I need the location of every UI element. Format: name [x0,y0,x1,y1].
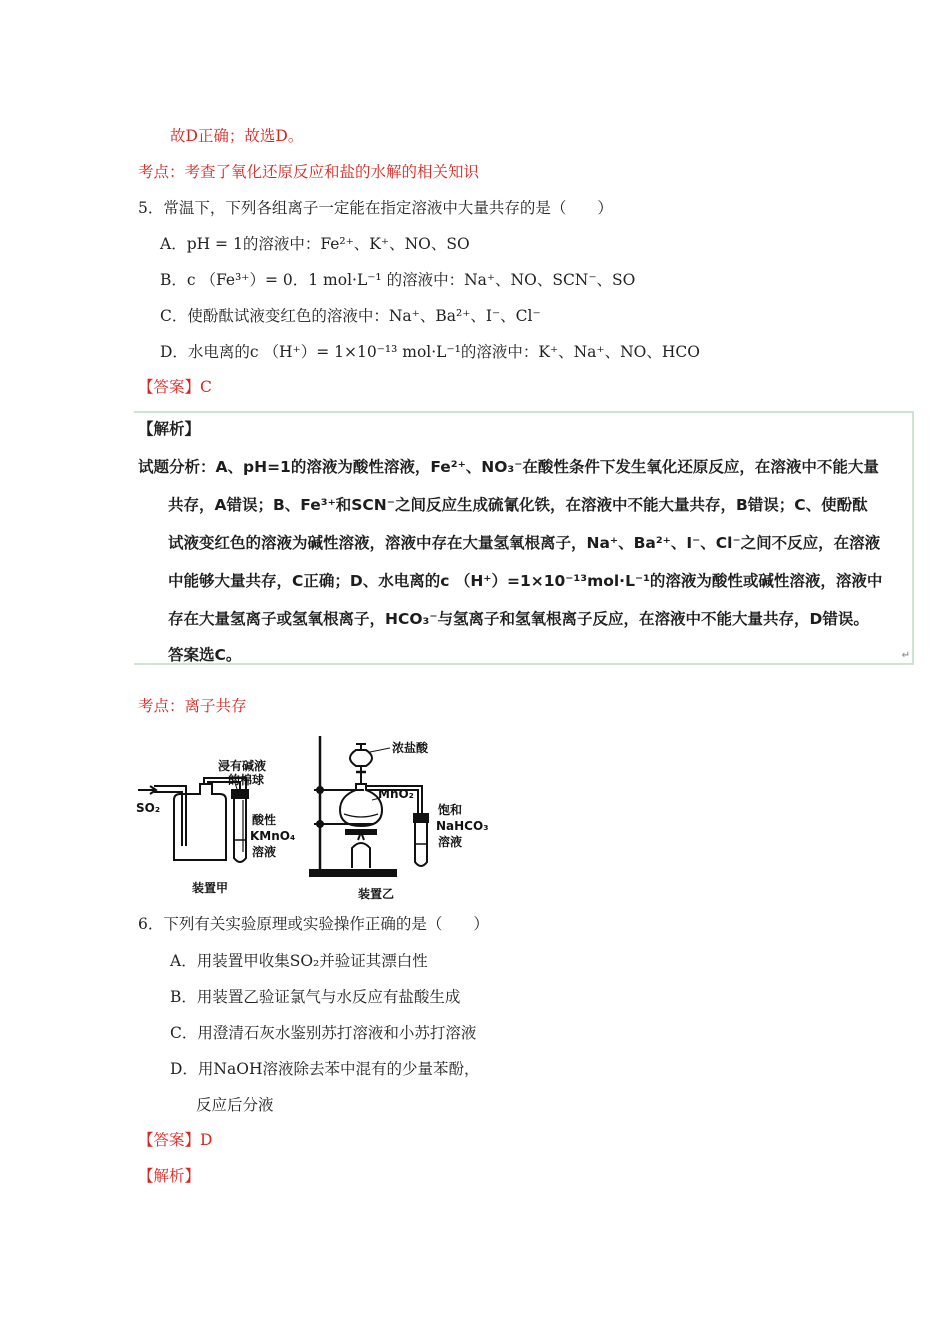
q5-analysis-line: 答案选C。 [168,646,242,664]
q6-analysis-title: 【解析】 [138,1167,201,1185]
apparatus-figure [134,728,504,908]
alcohol-lamp [352,843,370,868]
q5-analysis-line: 试液变红色的溶液为碱性溶液，溶液中存在大量氢氧根离子，Na⁺、Ba²⁺、I⁻、Cl⁻之间不反应，在溶液 [168,534,881,552]
q5-analysis-box [134,411,914,665]
q5-analysis-title: 【解析】 [138,420,201,438]
q5-option-c: C．使酚酞试液变红色的溶液中：Na⁺、Ba²⁺、I⁻、Cl⁻ [160,307,541,325]
q6-option-d: D．用NaOH溶液除去苯中混有的少量苯酚， [170,1060,480,1078]
label-device-b: 装置乙 [358,887,395,901]
q6-option-a: A．用装置甲收集SO₂并验证其漂白性 [170,952,428,970]
label-hcl: 浓盐酸 [392,741,429,755]
stand-base [310,870,396,876]
q5-analysis-line: 存在大量氢离子或氢氧根离子，HCO₃⁻与氢离子和氢氧根离子反应，在溶液中不能大量共存，D错误。 [168,610,869,628]
q5-option-a: A．pH = 1的溶液中：Fe²⁺、K⁺、NO、SO [160,235,470,253]
label-ball-2: 的棉球 [228,773,265,787]
prev-conclusion-text: 故D正确；故选D。 [170,127,304,145]
prev-kaodian: 考点：考查了氧化还原反应和盐的水解的相关知识 [138,163,480,181]
label-nahco3-1: 饱和 [438,803,463,817]
q5-option-b: B．c （Fe³⁺）= 0．1 mol·L⁻¹ 的溶液中：Na⁺、NO、SCN⁻、SO [160,271,636,289]
test-tube-kmno4 [234,798,246,862]
label-mno2: MnO₂ [378,787,414,801]
label-nahco3-3: 溶液 [438,835,463,849]
label-kmno4-3: 溶液 [252,845,277,859]
separatory-funnel [350,750,372,766]
label-so2: SO₂ [136,801,161,815]
apparatus-diagram [134,728,504,908]
label-kmno4-1: 酸性 [252,813,277,827]
label-kmno4-2: KMnO₄ [250,829,296,843]
q5-analysis-line: 共存，A错误；B、Fe³⁺和SCN⁻之间反应生成硫氰化铁，在溶液中不能大量共存，B错误；C、使酚酞 [168,496,868,514]
q5-option-d: D．水电离的c （H⁺）= 1×10⁻¹³ mol·L⁻¹的溶液中：K⁺、Na⁺、NO、HCO [160,343,700,361]
q6-option-b: B．用装置乙验证氯气与水反应有盐酸生成 [170,988,461,1006]
label-ball-1: 浸有碱液 [218,759,267,773]
q6-stem: 6．下列有关实验原理或实验操作正确的是（ ） [138,915,489,933]
q5-answer: 【答案】C [138,378,212,396]
q5-analysis-line: 试题分析：A、pH=1的溶液为酸性溶液，Fe²⁺、NO₃⁻在酸性条件下发生氧化还原反应，在溶液中不能大量 [138,458,879,476]
label-nahco3-2: NaHCO₃ [436,819,489,833]
q5-analysis-line: 中能够大量共存，C正确；D、水电离的c （H⁺）=1×10⁻¹³mol·L⁻¹的溶液为酸性或碱性溶液，溶液中 [168,572,883,590]
label-device-a: 装置甲 [192,881,229,895]
q6-option-c: C．用澄清石灰水鉴别苏打溶液和小苏打溶液 [170,1024,477,1042]
q6-answer: 【答案】D [138,1131,213,1149]
q6-option-d-cont: 反应后分液 [196,1096,274,1114]
q5-kaodian: 考点：离子共存 [138,697,247,715]
paragraph-mark-icon: ↵ [901,650,910,661]
q5-stem: 5．常温下，下列各组离子一定能在指定溶液中大量共存的是（ ） [138,199,613,217]
